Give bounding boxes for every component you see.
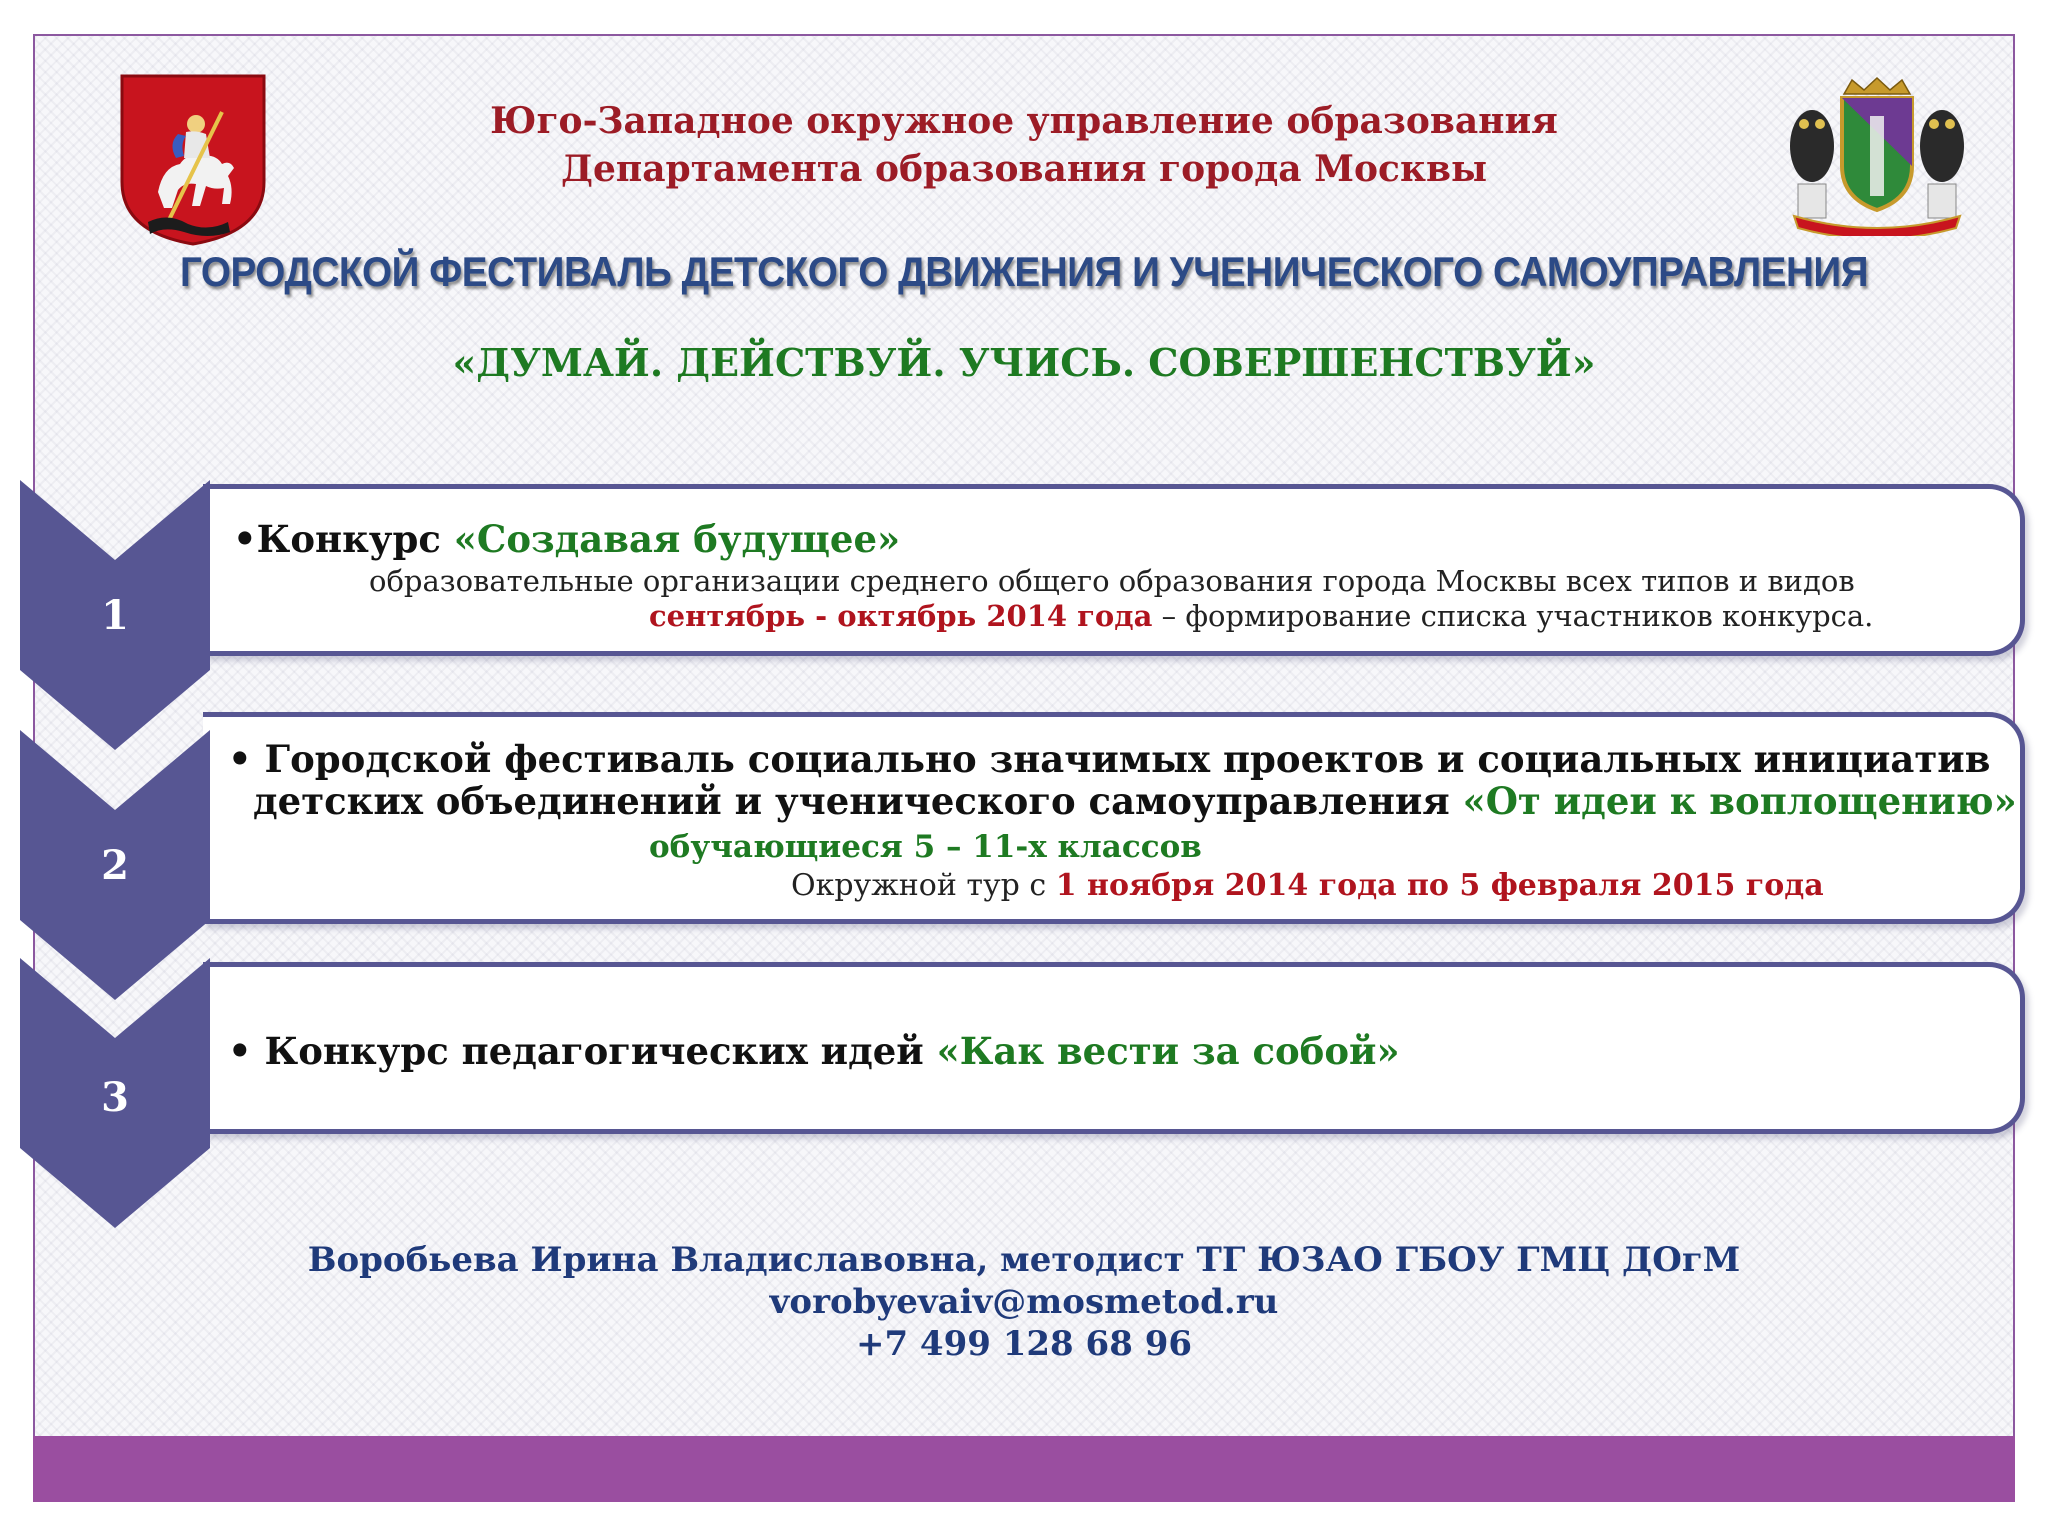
step-2-tour-prefix: Окружной тур с [791,868,1056,903]
step-2-audience: обучающиеся 5 – 11-х классов [649,829,1202,865]
step-2-card [203,712,2025,924]
step-2-number: 2 [101,842,129,889]
slogan: «ДУМАЙ. ДЕЙСТВУЙ. УЧИСЬ. СОВЕРШЕНСТВУЙ» [452,340,1596,385]
footer-phone: +7 499 128 68 96 [855,1324,1193,1364]
step-3-bullet: • [228,1029,252,1073]
step-1-title-prefix: Конкурс [256,517,454,561]
step-2-tour-dates: 1 ноября 2014 года по 5 февраля 2015 года [1055,868,1824,903]
step-3-chevron [20,958,210,1228]
step-1-number: 1 [101,592,129,639]
step-1-card [203,484,2025,656]
footer-author: Воробьева Ирина Владиславовна, методист ТГ ЮЗАО ГБОУ ГМЦ ДОгМ [307,1240,1741,1280]
step-2-title-line2: детских объединений и ученического самоуправления [253,779,1463,823]
footer-email[interactable]: vorobyevaiv@mosmetod.ru [769,1282,1279,1322]
bottom-bar [33,1436,2015,1502]
step-1-bullet: • [233,517,257,561]
step-1-dates: сентябрь - октябрь 2014 года [649,599,1153,633]
step-2-bullet: • [228,737,252,781]
step-3-title-quote: «Как вести за собой» [936,1029,1400,1073]
step-1-note: – формирование списка участников конкурса. [1152,599,1874,633]
org-line-2: Департамента образования города Москвы [560,148,1488,190]
org-line-1: Юго-Западное окружное управление образования [490,100,1558,142]
step-3-card [203,962,2025,1134]
step-3-number: 3 [101,1074,129,1121]
step-2-title-line1: Городской фестиваль социально значимых проектов и социальных инициатив [264,737,1991,781]
step-1-title-quote: «Создавая будущее» [453,517,901,561]
main-title: ГОРОДСКОЙ ФЕСТИВАЛЬ ДЕТСКОГО ДВИЖЕНИЯ И УЧЕНИЧЕСКОГО САМОУПРАВЛЕНИЯ [179,248,1869,295]
step-1-audience: образовательные организации среднего общего образования города Москвы всех типов и видов [369,564,1855,598]
step-3-title-prefix: Конкурс педагогических идей [264,1029,937,1073]
step-1-chevron [20,480,210,750]
step-2-title-quote: «От идеи к воплощению» [1462,779,2017,823]
